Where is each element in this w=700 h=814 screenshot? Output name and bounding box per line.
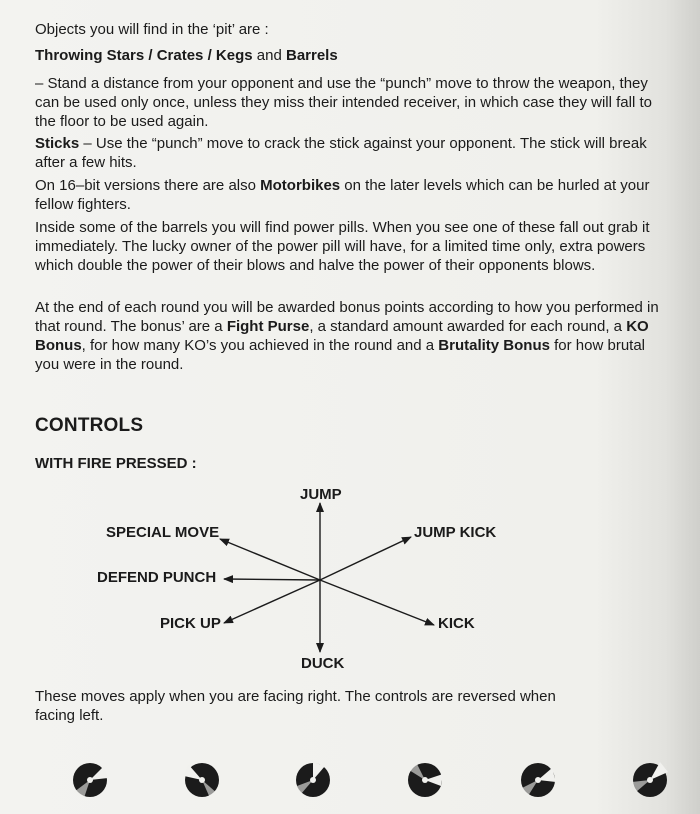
intro-text: Objects you will find in the ‘pit’ are :: [35, 21, 269, 38]
bonus-post: for how brutal you were in the round.: [35, 337, 646, 373]
crates: Crates: [156, 47, 204, 64]
label-pick-up: PICK UP: [160, 615, 221, 632]
label-duck: DUCK: [301, 655, 345, 672]
shuriken-icon: [182, 760, 222, 800]
power-pills-paragraph: Inside some of the barrels you will find power pills. When you see one of these fall out grab it immediately. The lucky owner of the power pill will have, for a limited time only, extra powers which double the power of their blows and halve the power of their opponents blows.: [35, 219, 650, 274]
arrow-special-move: [220, 539, 320, 580]
throwing-stars: Throwing Stars: [35, 47, 145, 64]
motorbikes-pre: On 16–bit versions there are also: [35, 177, 261, 194]
separator: /: [203, 47, 216, 64]
shuriken-icon: [70, 760, 110, 800]
throw-paragraph: – Stand a distance from your opponent and use the “punch” move to throw the weapon, they can be used only once, unless they miss their intended receiver, in which case they will fall to the floor to be used again.: [35, 75, 652, 130]
label-kick: KICK: [438, 615, 475, 632]
footer-icon-row: [0, 760, 700, 810]
arrow-kick: [320, 580, 434, 625]
motorbikes-post: on the later levels which can be hurled at your fellow fighters.: [35, 177, 650, 213]
sticks-text: – Use the “punch” move to crack the stick against your opponent. The stick will break after a few hits.: [35, 135, 647, 171]
arrow-pick-up: [224, 580, 320, 623]
brutality-bonus: Brutality Bonus: [438, 337, 550, 354]
ko-bonus: KO Bonus: [35, 318, 649, 354]
shuriken-icon: [405, 760, 445, 800]
fight-purse: Fight Purse: [226, 318, 310, 335]
controls-subheading: WITH FIRE PRESSED :: [35, 455, 197, 472]
arrow-defend-punch: [224, 579, 320, 580]
label-jump-kick: JUMP KICK: [414, 524, 497, 541]
shuriken-icon: [293, 760, 333, 800]
facing-text: These moves apply when you are facing right. The controls are reversed when facing left.: [35, 688, 556, 724]
shuriken-icon: [630, 760, 670, 800]
bonus-mid2: , for how many KO’s you achieved in the round and a: [81, 337, 439, 354]
barrels: Barrels: [285, 47, 338, 64]
shuriken-icon: [518, 760, 558, 800]
label-special-move: SPECIAL MOVE: [106, 524, 220, 541]
separator: /: [144, 47, 157, 64]
controls-heading: CONTROLS: [35, 415, 144, 436]
motorbikes-title: Motorbikes: [260, 177, 341, 194]
label-defend-punch: DEFEND PUNCH: [97, 569, 217, 586]
kegs: Kegs: [215, 47, 253, 64]
bonus-pre: At the end of each round you will be awarded bonus points according to how you performed in that round. The bonus’ are a: [35, 299, 659, 335]
arrow-jump-kick: [320, 537, 411, 580]
bonus-mid1: , a standard amount awarded for each round, a: [309, 318, 627, 335]
label-jump: JUMP: [300, 486, 342, 503]
and-word: and: [252, 47, 286, 64]
sticks-title: Sticks: [35, 135, 80, 152]
